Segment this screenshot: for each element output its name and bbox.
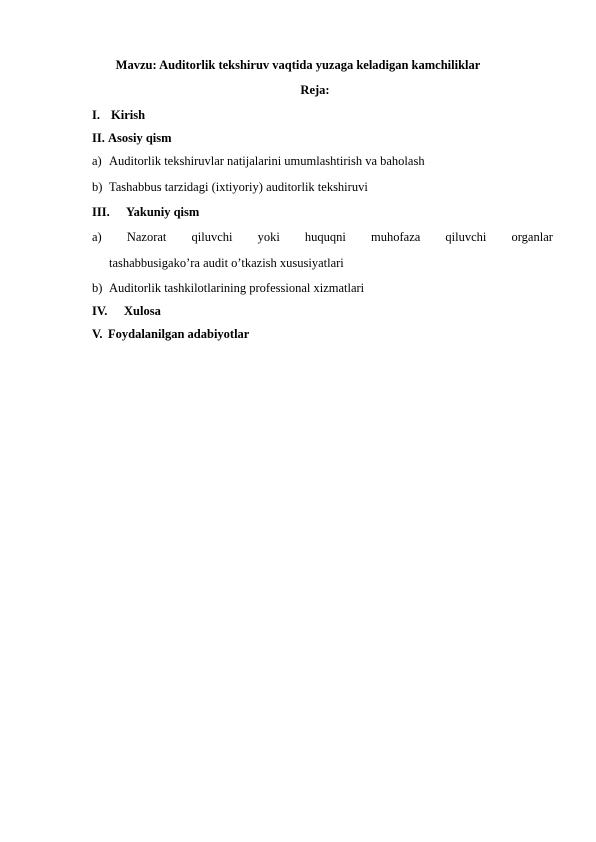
plan-item-marker: b) — [92, 180, 103, 194]
plan-item-text: Auditorlik tashkilotlarining professional xizmatlari — [109, 281, 365, 295]
plan-item-marker: II. — [92, 131, 105, 145]
plan-item-marker: b) — [92, 281, 103, 295]
plan-item-marker: V. — [92, 327, 103, 341]
plan-subitem-2a — [92, 153, 425, 169]
plan-subitem-3a-continuation: tashabbusigako’ra audit o’tkazish xususiyatlari — [109, 256, 344, 270]
plan-subitem-3a — [92, 229, 553, 245]
plan-item-word: huquqni — [304, 230, 346, 244]
plan-item-word: Nazorat — [126, 230, 167, 244]
plan-item-word: organlar — [511, 230, 553, 244]
plan-item-text: Asosiy qism — [108, 131, 172, 145]
plan-item-1 — [92, 107, 145, 123]
plan-item-text: Xulosa — [124, 304, 161, 318]
plan-item-text: Kirish — [111, 108, 146, 122]
plan-item-2 — [92, 130, 172, 146]
plan-item-text: Foydalanilgan adabiyotlar — [108, 327, 250, 341]
plan-item-3 — [92, 204, 199, 220]
plan-item-marker: IV. — [92, 304, 108, 318]
plan-item-text: Yakuniy qism — [126, 205, 200, 219]
plan-subitem-2b — [92, 179, 368, 195]
plan-heading: Reja: — [300, 83, 330, 97]
plan-item-marker: a) — [92, 230, 102, 244]
plan-item-5 — [92, 326, 249, 342]
plan-item-word: qiluvchi — [445, 230, 487, 244]
plan-subitem-3b — [92, 280, 364, 296]
plan-item-text: Auditorlik tekshiruvlar natijalarini umumlashtirish va baholash — [109, 154, 425, 168]
plan-item-word: qiluvchi — [191, 230, 233, 244]
plan-item-word: yoki — [257, 230, 280, 244]
plan-item-4 — [92, 303, 161, 319]
plan-item-marker: I. — [92, 108, 100, 122]
document-title: Mavzu: Auditorlik tekshiruv vaqtida yuzaga keladigan kamchiliklar — [115, 58, 481, 72]
plan-item-marker: a) — [92, 154, 102, 168]
plan-item-word: muhofaza — [371, 230, 421, 244]
plan-item-marker: III. — [92, 205, 110, 219]
plan-item-text: Tashabbus tarzidagi (ixtiyoriy) auditorlik tekshiruvi — [109, 180, 368, 194]
